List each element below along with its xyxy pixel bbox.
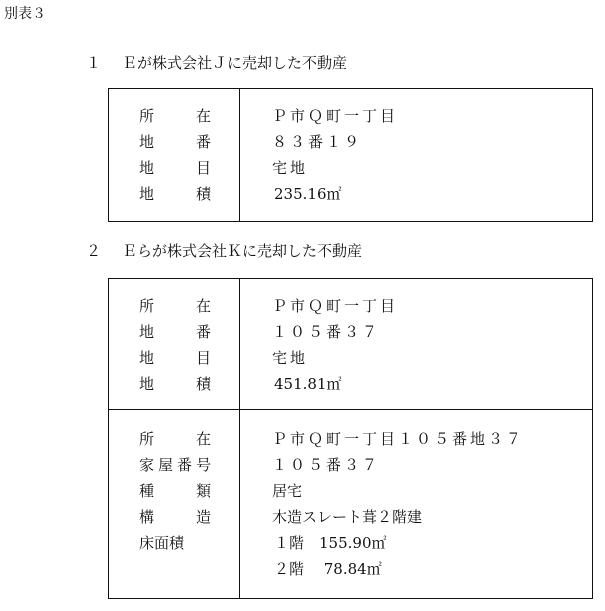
table-row — [109, 343, 592, 369]
row-value: １０５番３７ — [272, 456, 381, 474]
section-1-property-table — [108, 88, 593, 222]
table-row — [109, 317, 592, 343]
table-row — [109, 179, 592, 205]
row-value: Ｐ市Ｑ町一丁目 — [272, 297, 399, 315]
row-value: 宅地 — [272, 349, 309, 367]
row-label: 地 積 — [139, 375, 211, 393]
table-row — [109, 476, 592, 502]
land-block — [109, 89, 592, 221]
row-label: 所 在 — [139, 297, 211, 315]
row-label: 地 番 — [139, 133, 211, 151]
row-label: 所 在 — [139, 430, 211, 448]
row-value: 451.81㎡ — [274, 375, 342, 393]
land-block — [109, 279, 592, 409]
section-1-heading — [86, 52, 347, 73]
row-label: 家屋番号 — [139, 456, 211, 474]
table-row — [109, 424, 592, 450]
row-value: １階 155.90㎡ — [274, 534, 387, 552]
row-label: 地 番 — [139, 323, 211, 341]
row-value: ８３番１９ — [272, 133, 363, 151]
table-row — [109, 291, 592, 317]
row-label: 地 目 — [139, 349, 211, 367]
table-row — [109, 502, 592, 528]
row-value: ２階 78.84㎡ — [274, 560, 382, 578]
row-value: １０５番３７ — [272, 323, 381, 341]
table-row — [109, 528, 592, 554]
table-row — [109, 369, 592, 395]
row-label: 所 在 — [139, 107, 211, 125]
table-row — [109, 127, 592, 153]
table-row — [109, 153, 592, 179]
table-row — [109, 554, 592, 580]
section-2-title: Ｅらが株式会社Ｋに売却した不動産 — [122, 242, 363, 260]
page-title: 別表３ — [4, 6, 46, 22]
row-value: 宅地 — [272, 159, 309, 177]
row-label: 構 造 — [139, 508, 211, 526]
row-value: 居宅 — [272, 482, 303, 500]
row-label: 地 目 — [139, 159, 211, 177]
section-1-title: Ｅが株式会社Ｊに売却した不動産 — [122, 54, 348, 72]
section-2-number: ２ — [86, 242, 102, 260]
section-2-property-table — [108, 278, 593, 599]
row-label: 地 積 — [139, 185, 211, 203]
row-label: 種 類 — [139, 482, 211, 500]
table-row — [109, 450, 592, 476]
row-value: Ｐ市Ｑ町一丁目 — [272, 107, 399, 125]
section-2-heading — [86, 240, 362, 261]
row-label: 床面積 — [139, 534, 185, 552]
table-row — [109, 101, 592, 127]
row-value: 235.16㎡ — [274, 185, 342, 203]
building-block — [109, 409, 592, 598]
row-value: Ｐ市Ｑ町一丁目１０５番地３７ — [272, 430, 525, 448]
section-1-number: １ — [86, 54, 102, 72]
row-value: 木造スレート葺２階建 — [272, 508, 423, 526]
